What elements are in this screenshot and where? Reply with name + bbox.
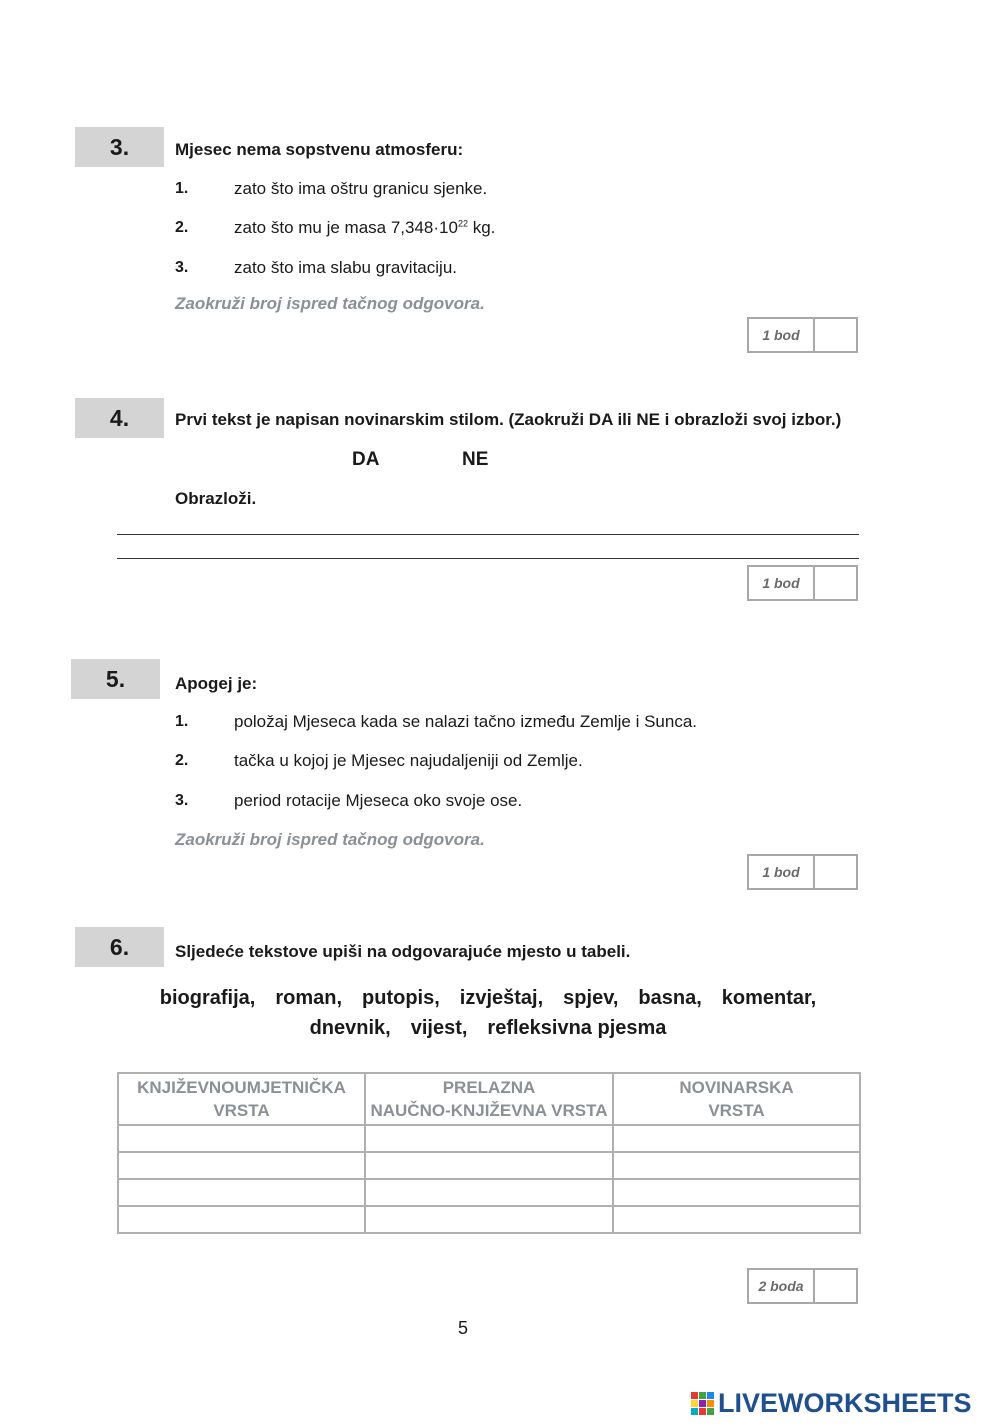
- q3-score-box: [747, 317, 858, 353]
- q5-option-3-number[interactable]: 3.: [175, 792, 189, 809]
- q4-yes-option[interactable]: DA: [352, 449, 380, 470]
- table-cell[interactable]: [365, 1206, 613, 1233]
- q6-word: roman,: [275, 987, 343, 1009]
- column-header-line: NAUČNO-KNJIŽEVNA VRSTA: [370, 1101, 608, 1120]
- column-header-transitional: [365, 1073, 613, 1125]
- column-header-line: VRSTA: [213, 1101, 270, 1120]
- table-cell[interactable]: [118, 1125, 365, 1152]
- q5-option-1-text: položaj Mjeseca kada se nalazi tačno između Zemlje i Sunca.: [234, 712, 698, 731]
- q3-option-3-text: zato što ima slabu gravitaciju.: [234, 258, 457, 277]
- q5-option-2-number[interactable]: 2.: [175, 752, 189, 769]
- q5-score-box: [747, 854, 858, 890]
- table-cell[interactable]: [613, 1179, 860, 1206]
- q3-option-1-text: zato što ima oštru granicu sjenke.: [234, 179, 488, 198]
- q6-score-box: [747, 1268, 858, 1304]
- q6-word: basna,: [638, 987, 702, 1009]
- table-cell[interactable]: [365, 1125, 613, 1152]
- question-6-prompt: Sljedeće tekstove upiši na odgovarajuće mjesto u tabeli.: [175, 942, 631, 961]
- column-header-line: PRELAZNA: [442, 1078, 536, 1097]
- q6-word: biografija,: [159, 987, 256, 1009]
- table-header-row: [118, 1073, 860, 1125]
- table-cell[interactable]: [613, 1152, 860, 1179]
- table-row: [118, 1206, 860, 1233]
- column-header-line: VRSTA: [708, 1101, 765, 1120]
- column-header-journalistic: [613, 1073, 860, 1125]
- table-row: [118, 1152, 860, 1179]
- q3-instruction: Zaokruži broj ispred tačnog odgovora.: [175, 294, 485, 313]
- liveworksheets-logo: [690, 1388, 972, 1419]
- q5-option-2-text: tačka u kojoj je Mjesec najudaljeniji od Zemlje.: [234, 751, 583, 770]
- q5-score-label: 1 bod: [749, 856, 815, 888]
- q3-option-2-unit: kg.: [467, 218, 496, 237]
- table-cell[interactable]: [365, 1152, 613, 1179]
- q3-option-2-text: [234, 218, 495, 238]
- question-4-prompt: Prvi tekst je napisan novinarskim stilom. (Zaokruži DA ili NE i obrazloži svoj izbor.): [175, 410, 842, 429]
- liveworksheets-logo-icon: [690, 1391, 716, 1417]
- q6-word-bank-row-2: [117, 1017, 859, 1040]
- q4-score-box: [747, 565, 858, 601]
- q5-option-1-number[interactable]: 1.: [175, 713, 189, 730]
- q3-option-2-number[interactable]: 2.: [175, 219, 189, 236]
- q3-option-3-number[interactable]: 3.: [175, 259, 189, 276]
- table-cell[interactable]: [118, 1152, 365, 1179]
- question-number-3: 3.: [75, 127, 164, 167]
- q6-word: refleksivna pjesma: [487, 1017, 667, 1039]
- q4-score-label: 1 bod: [749, 567, 815, 599]
- table-row: [118, 1179, 860, 1206]
- q6-word: spjev,: [563, 987, 619, 1009]
- q5-option-3-text: period rotacije Mjeseca oko svoje ose.: [234, 791, 523, 810]
- q6-word: vijest,: [410, 1017, 468, 1039]
- question-number-4: 4.: [75, 398, 164, 438]
- q6-score-input[interactable]: [815, 1270, 856, 1302]
- table-cell[interactable]: [613, 1125, 860, 1152]
- column-header-line: NOVINARSKA: [679, 1078, 794, 1097]
- q5-instruction: Zaokruži broj ispred tačnog odgovora.: [175, 830, 485, 849]
- q3-score-label: 1 bod: [749, 319, 815, 351]
- question-number-5: 5.: [71, 659, 160, 699]
- table-cell[interactable]: [365, 1179, 613, 1206]
- question-5-prompt: Apogej je:: [175, 674, 258, 693]
- q4-answer-line-2[interactable]: [117, 558, 859, 559]
- q4-answer-line-1[interactable]: [117, 534, 859, 535]
- column-header-literary: [118, 1073, 365, 1125]
- question-3-prompt: Mjesec nema sopstvenu atmosferu:: [175, 140, 464, 159]
- question-number-6: 6.: [75, 927, 164, 967]
- q3-option-1-number[interactable]: 1.: [175, 180, 189, 197]
- q3-score-input[interactable]: [815, 319, 856, 351]
- table-cell[interactable]: [118, 1179, 365, 1206]
- q3-option-2-exponent: 22: [457, 218, 468, 229]
- q6-classification-table: [117, 1072, 861, 1234]
- table-row: [118, 1125, 860, 1152]
- q4-no-option[interactable]: NE: [462, 449, 489, 470]
- q6-word: komentar,: [721, 987, 817, 1009]
- q4-score-input[interactable]: [815, 567, 856, 599]
- q4-explain-label: Obrazloži.: [175, 489, 257, 508]
- table-cell[interactable]: [613, 1206, 860, 1233]
- page-number: 5: [458, 1318, 469, 1338]
- column-header-line: KNJIŽEVNOUMJETNIČKA: [137, 1078, 346, 1097]
- q6-score-label: 2 boda: [749, 1270, 815, 1302]
- liveworksheets-logo-text: LIVEWORKSHEETS: [718, 1388, 972, 1418]
- q5-score-input[interactable]: [815, 856, 856, 888]
- q6-word: izvještaj,: [459, 987, 544, 1009]
- q6-word: putopis,: [362, 987, 440, 1009]
- table-cell[interactable]: [118, 1206, 365, 1233]
- q3-option-2-base: zato što mu je masa 7,348·10: [234, 218, 458, 237]
- q6-word: dnevnik,: [309, 1017, 391, 1039]
- q6-word-bank-row-1: [117, 987, 859, 1010]
